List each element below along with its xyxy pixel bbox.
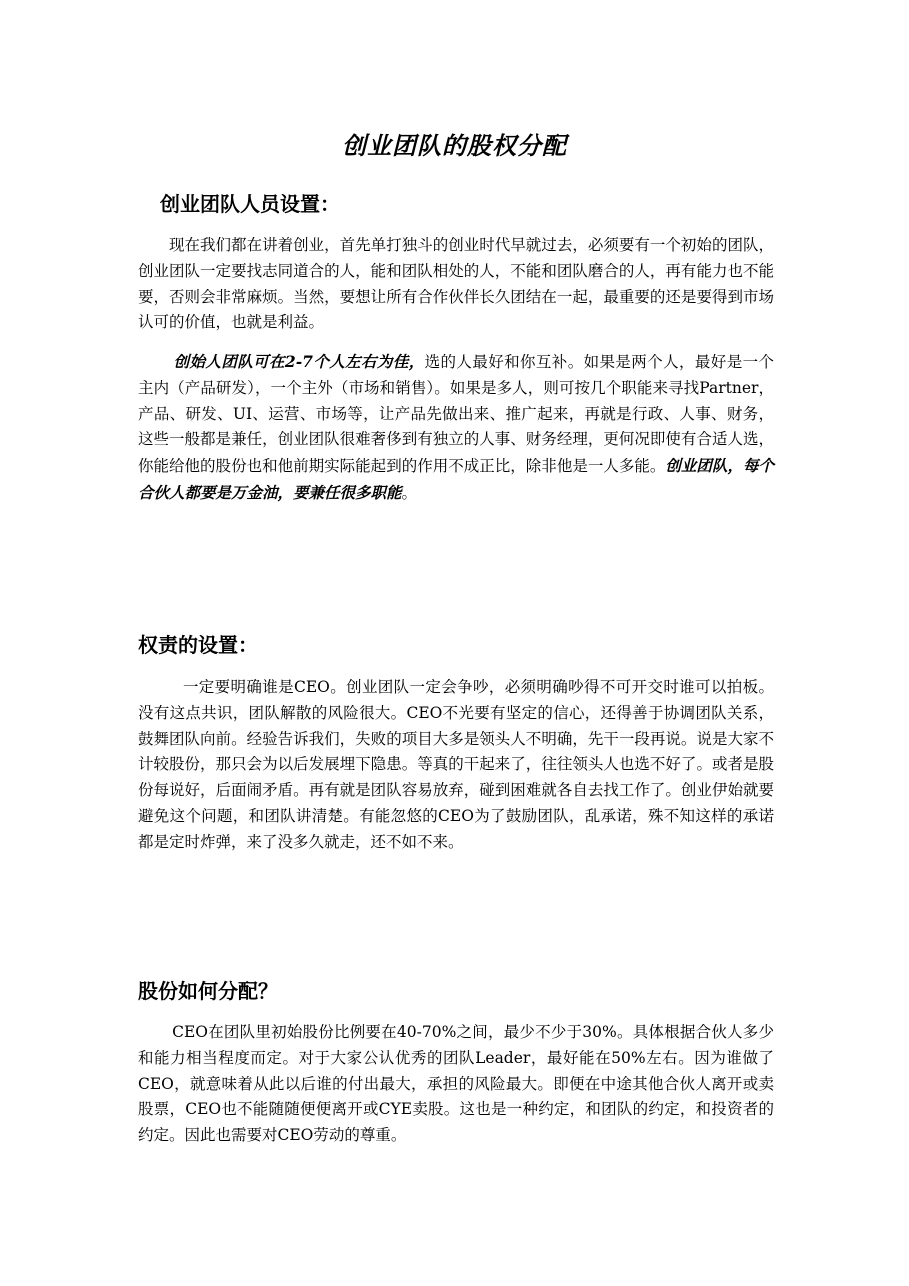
section-heading-equity-split: 股份如何分配？ xyxy=(138,979,278,1003)
paragraph-team-intro xyxy=(138,233,774,336)
paragraph-text: 一定要明确谁是CEO。创业团队一定会争吵，必须明确吵得不可开交时谁可以拍板。没有这点共识，团队解散的风险很大。CEO不光要有坚定的信心，还得善于协调团队关系，鼓舞团队向前。经验告诉我们，失败的项目大多是领头人不明确，先干一段再说。说是大家不计较股份，那只会为以后发展埋下隐患。等真的干起来了，往往领头人也选不好了。或者是股份每说好，后面闹矛盾。再有就是团队容易放弃，碰到困难就各自去找工作了。创业伊始就要避免这个问题，和团队讲清楚。有能忽悠的CEO为了鼓励团队，乱承诺，殊不知这样的承诺都是定时炸弹，来了没多久就走，还不如不来。 xyxy=(138,678,774,851)
emphasis-text: 创始人团队可在2-7个人左右为佳， xyxy=(173,352,425,371)
paragraph-text: 现在我们都在讲着创业，首先单打独斗的创业时代早就过去，必须要有一个初始的团队，创业团队一定要找志同道合的人，能和团队相处的人，不能和团队磨合的人，再有能力也不能要，否则会非常麻烦。当然，要想让所有合作伙伴长久团结在一起，最重要的还是要得到市场认可的价值，也就是利益。 xyxy=(138,236,774,332)
section-heading-team-setup: 创业团队人员设置： xyxy=(160,192,340,216)
paragraph-text: 选的人最好和你互补。如果是两个人，最好是一个主内（产品研发），一个主外（市场和销售）。如果是多人，则可按几个职能来寻找Partner，产品、研发、UI、运营、市场等，让产品先做出来、推广起来，再就是行政、人事、财务，这些一般都是兼任，创业团队很难奢侈到有独立的人事、财务经理，更何况即使有合适人选，你能给他的股份也和他前期实际能起到的作用不成正比，除非他是一人多能。 xyxy=(138,353,774,476)
paragraph-ceo-role xyxy=(138,675,774,856)
paragraph-text: CEO在团队里初始股份比例要在40-70%之间，最少不少于30%。具体根据合伙人多少和能力相当程度而定。对于大家公认优秀的团队Leader，最好能在50%左右。因为谁做了CEO，就意味着从此以后谁的付出最大，承担的风险最大。即便在中途其他合伙人离开或卖股票，CEO也不能随随便便离开或CYE卖股。这也是一种约定，和团队的约定，和投资者的约定。因此也需要对CEO劳动的尊重。 xyxy=(138,1023,774,1145)
emphasis-text: 创业团队，每个合伙人都要是万金油，要兼任很多职能 xyxy=(138,456,774,502)
document-title: 创业团队的股权分配 xyxy=(342,132,567,160)
paragraph-text: 。 xyxy=(401,483,418,502)
paragraph-equity-ratio xyxy=(138,1020,774,1149)
section-heading-responsibilities: 权责的设置： xyxy=(138,633,258,657)
paragraph-team-size xyxy=(138,349,774,507)
